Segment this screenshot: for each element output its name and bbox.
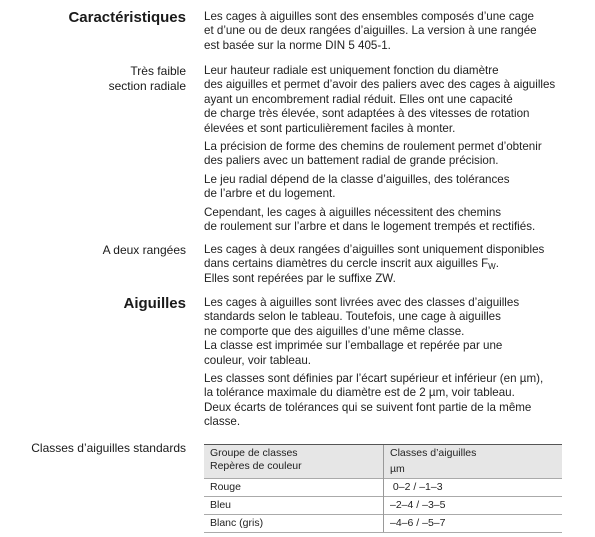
section-label-classes: Classes d’aiguilles standards xyxy=(31,441,186,455)
text-line: Cependant, les cages à aiguilles nécessitent des chemins xyxy=(204,205,502,219)
label-line: section radiale xyxy=(108,79,186,93)
text-line: Les cages à aiguilles sont livrées avec des classes d’aiguilles xyxy=(204,296,520,309)
table-cell-classes: –2–4 / –3–5 xyxy=(384,497,563,515)
text-line: standards selon le tableau. Toutefois, une cage à aiguilles xyxy=(204,310,501,324)
header-text: Classes d’aiguilles xyxy=(390,447,477,459)
text-line: et d’une ou de deux rangées d’aiguilles. La version à une rangée xyxy=(204,24,537,38)
text-fragment: dans certains diamètres du cercle inscrit aux aiguilles F xyxy=(204,257,489,271)
text-line: Le jeu radial dépend de la classe d’aiguilles, des tolérances xyxy=(204,172,510,186)
text-line: La classe est imprimée sur l’emballage et repérée par une xyxy=(204,339,503,353)
table-cell-classes: –4–6 / –5–7 xyxy=(384,515,563,533)
subscript: W xyxy=(488,262,496,272)
text-line: Les cages à aiguilles sont des ensembles composés d’une cage xyxy=(204,10,534,23)
text-line: la tolérance maximale du diamètre est de 2 µm, voir tableau. xyxy=(204,386,515,400)
text-line: couleur, voir tableau. xyxy=(204,353,311,367)
text-line xyxy=(204,257,579,271)
unit-label: µm xyxy=(390,463,405,475)
text-line: de roulement sur l’arbre et dans le logement trempés et rectifiés. xyxy=(204,220,536,234)
text-line: La précision de forme des chemins de roulement permet d’obtenir xyxy=(204,140,542,154)
text-line: des aiguilles et permet d’avoir des paliers avec des cages à aiguilles xyxy=(204,78,556,92)
header-text: Groupe de classes xyxy=(210,447,298,459)
section-text-caracteristiques xyxy=(204,10,579,53)
table-header-row xyxy=(204,445,562,479)
text-line: Les classes sont définies par l’écart supérieur et inférieur (en µm), xyxy=(204,372,544,386)
table-header-cell xyxy=(384,445,563,479)
text-line: est basée sur la norme DIN 5 405-1. xyxy=(204,38,391,52)
table-cell-classes: 0–2 / –1–3 xyxy=(384,479,563,497)
text-line: classe. xyxy=(204,415,241,429)
paragraph xyxy=(204,173,579,202)
paragraph xyxy=(204,64,579,136)
section-label-aiguilles: Aiguilles xyxy=(123,295,186,312)
table-cell-color: Rouge xyxy=(204,479,384,497)
text-line: Les cages à deux rangées d’aiguilles sont uniquement disponibles xyxy=(204,243,545,256)
text-fragment: . xyxy=(495,257,499,271)
text-line: Deux écarts de tolérances qui se suivent font partie de la même xyxy=(204,400,532,414)
header-text: Repères de couleur xyxy=(210,460,302,472)
paragraph xyxy=(204,296,579,368)
paragraph xyxy=(204,140,579,169)
text-line: Elles sont repérées par le suffixe ZW. xyxy=(204,271,396,285)
text-line: ne comporte que des aiguilles d’une même classe. xyxy=(204,324,465,338)
section-label-section-radiale xyxy=(109,64,186,94)
text-line: élevées et sont particulièrement faciles à monter. xyxy=(204,121,456,135)
section-text-aiguilles xyxy=(204,296,579,430)
table-header-cell xyxy=(204,445,384,479)
section-text-section-radiale xyxy=(204,64,579,234)
text-line: de l’arbre et du logement. xyxy=(204,187,336,201)
text-line: de charge très élevée, sont adaptées à des vitesses de rotation xyxy=(204,107,530,121)
paragraph xyxy=(204,206,579,235)
table-cell-color: Bleu xyxy=(204,497,384,515)
text-line: des paliers avec un battement radial de grande précision. xyxy=(204,154,499,168)
table-row xyxy=(204,497,562,515)
paragraph xyxy=(204,372,579,430)
table-row xyxy=(204,479,562,497)
table-row xyxy=(204,515,562,533)
needle-classes-table xyxy=(204,444,562,533)
label-line: Très faible xyxy=(130,64,186,78)
section-label-caracteristiques: Caractéristiques xyxy=(68,9,186,26)
text-line: ayant un encombrement radial réduit. Elles ont une capacité xyxy=(204,92,513,106)
section-text-deux-rangees xyxy=(204,243,579,286)
text-line: Leur hauteur radiale est uniquement fonction du diamètre xyxy=(204,64,499,77)
section-label-deux-rangees: A deux rangées xyxy=(102,243,186,257)
table-cell-color: Blanc (gris) xyxy=(204,515,384,533)
